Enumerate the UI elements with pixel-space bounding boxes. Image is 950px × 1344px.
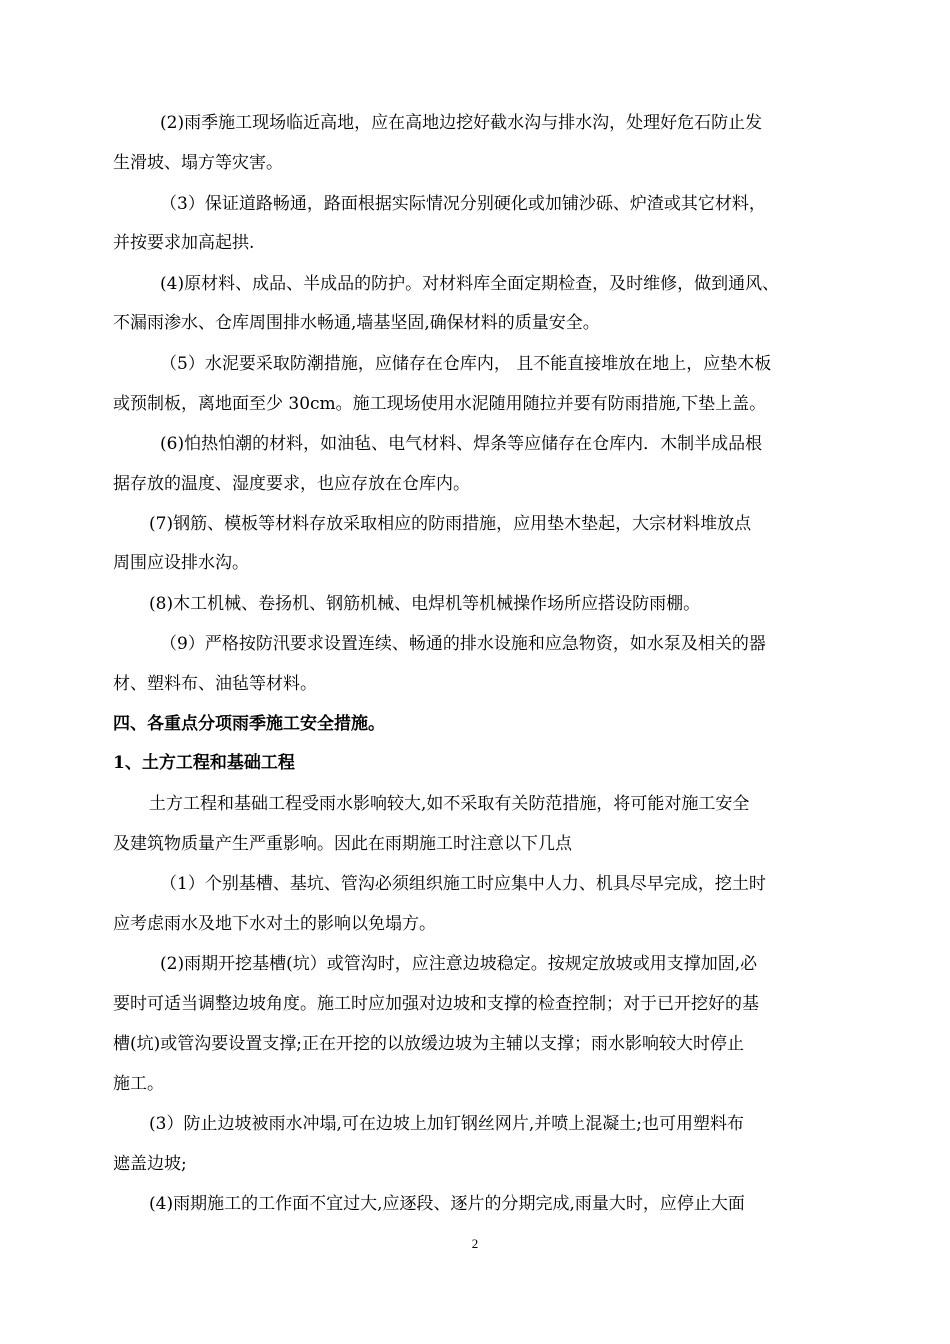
text-line: 或预制板，离地面至少 30cm。施工现场使用水泥随用随拉并要有防雨措施,下垫上盖。 bbox=[113, 394, 767, 414]
section-heading: 四、各重点分项雨季施工安全措施。 bbox=[113, 714, 385, 734]
text-line: 遮盖边坡; bbox=[113, 1154, 187, 1174]
text-line: 据存放的温度、湿度要求，也应存放在仓库内。 bbox=[113, 474, 470, 494]
text-line: （3）保证道路畅通，路面根据实际情况分别硬化或加铺沙砾、炉渣或其它材料， bbox=[160, 194, 766, 214]
text-line: 生滑坡、塌方等灾害。 bbox=[113, 153, 283, 173]
page-number: 2 bbox=[471, 1236, 479, 1251]
text-line: (2)雨期开挖基槽(坑）或管沟时，应注意边坡稳定。按规定放坡或用支撑加固,必 bbox=[160, 954, 758, 974]
text-line: 应考虑雨水及地下水对土的影响以免塌方。 bbox=[113, 914, 436, 934]
text-line: 并按要求加高起拱. bbox=[113, 233, 255, 253]
text-line: （5）水泥要采取防潮措施，应储存在仓库内， 且不能直接堆放在地上，应垫木板 bbox=[160, 354, 772, 374]
text-line: 要时可适当调整边坡角度。施工时应加强对边坡和支撑的检查控制；对于已开挖好的基 bbox=[113, 994, 759, 1014]
text-line: (3）防止边坡被雨水冲塌,可在边坡上加钉钢丝网片,并喷上混凝土;也可用塑料布 bbox=[149, 1114, 744, 1134]
text-line: (4)雨期施工的工作面不宜过大,应逐段、逐片的分期完成,雨量大时，应停止大面 bbox=[149, 1194, 745, 1214]
text-line: 材、塑料布、油毡等材料。 bbox=[113, 674, 317, 694]
text-line: 周围应设排水沟。 bbox=[113, 553, 249, 573]
text-line: 施工。 bbox=[113, 1074, 164, 1094]
text-line: (6)怕热怕潮的材料，如油毡、电气材料、焊条等应储存在仓库内．木制半成品根 bbox=[160, 434, 763, 454]
text-line: (7)钢筋、模板等材料存放采取相应的防雨措施，应用垫木垫起，大宗材料堆放点 bbox=[149, 514, 752, 534]
text-line: (8)木工机械、卷扬机、钢筋机械、电焊机等机械操作场所应搭设防雨棚。 bbox=[149, 594, 701, 614]
text-line: 不漏雨渗水、仓库周围排水畅通,墙基坚固,确保材料的质量安全。 bbox=[113, 313, 600, 333]
text-line: （1）个别基槽、基坑、管沟必须组织施工时应集中人力、机具尽早完成，挖土时 bbox=[160, 874, 766, 894]
section-heading: 1、土方工程和基础工程 bbox=[113, 753, 295, 773]
text-line: (2)雨季施工现场临近高地，应在高地边挖好截水沟与排水沟，处理好危石防止发 bbox=[160, 113, 763, 133]
text-line: （9）严格按防汛要求设置连续、畅通的排水设施和应急物资，如水泵及相关的器 bbox=[160, 634, 766, 654]
text-line: 槽(坑)或管沟要设置支撑;正在开挖的以放缓边坡为主辅以支撑；雨水影响较大时停止 bbox=[113, 1034, 744, 1054]
text-line: 及建筑物质量产生严重影响。因此在雨期施工时注意以下几点 bbox=[113, 834, 572, 854]
text-line: 土方工程和基础工程受雨水影响较大,如不采取有关防范措施，将可能对施工安全 bbox=[149, 794, 750, 814]
text-line: (4)原材料、成品、半成品的防护。对材料库全面定期检查，及时维修，做到通风、 bbox=[160, 274, 780, 294]
